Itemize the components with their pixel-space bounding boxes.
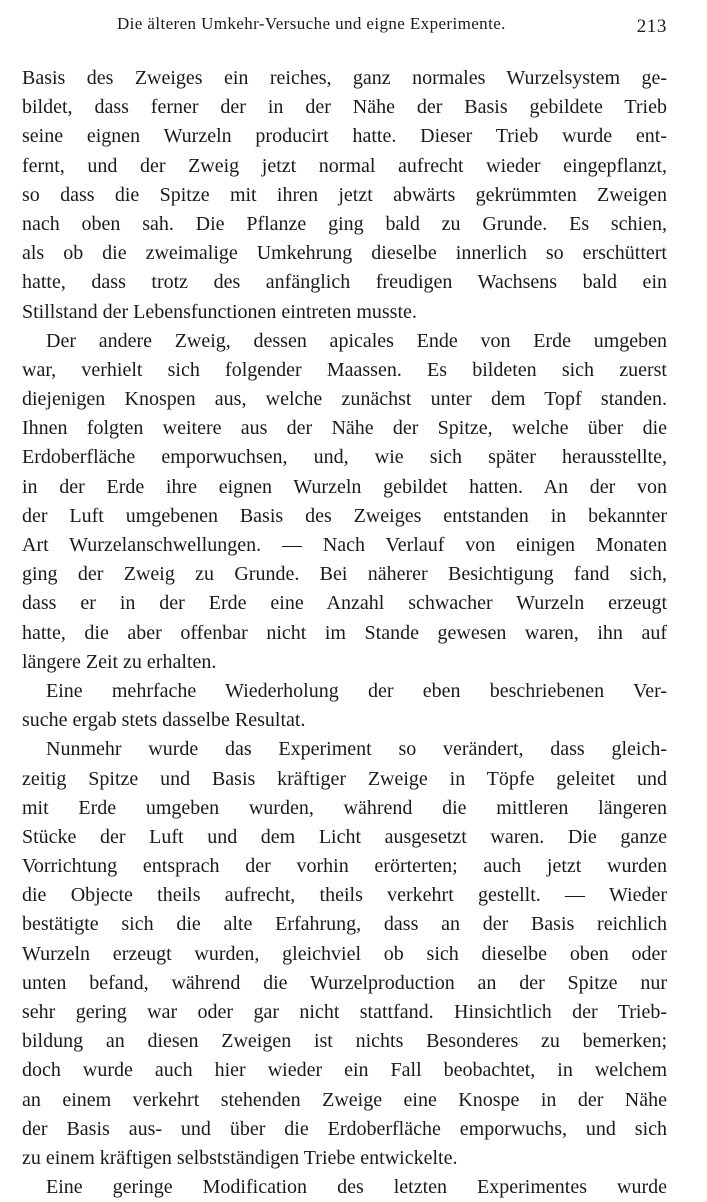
paragraph-first-line: Eine geringe Modification des letzten Experimentes wurde	[46, 1176, 667, 1199]
text-line: mit Erde umgeben wurden, während die mittleren längeren	[22, 796, 667, 819]
text-line: der Basis aus- und über die Erdoberfläche emporwuchs, und sich	[22, 1117, 667, 1140]
page-number: 213	[636, 16, 667, 37]
text-line: bestätigte sich die alte Erfahrung, dass an der Basis reichlich	[22, 913, 667, 936]
text-line: seine eignen Wurzeln producirt hatte. Dieser Trieb wurde ent-	[22, 125, 667, 148]
text-line: der Luft umgebenen Basis des Zweiges entstanden in bekannter	[22, 504, 667, 527]
text-line: so dass die Spitze mit ihren jetzt abwärts gekrümmten Zweigen	[22, 183, 667, 206]
paragraph-first-line: Nunmehr wurde das Experiment so verändert, dass gleich-	[46, 738, 667, 761]
text-line: zu einem kräftigen selbstständigen Triebe entwickelte.	[22, 1146, 458, 1169]
text-line: Wurzeln erzeugt wurden, gleichviel ob sich dieselbe oben oder	[22, 942, 667, 965]
text-line: Stillstand der Lebensfunctionen eintreten musste.	[22, 300, 417, 323]
text-line: doch wurde auch hier wieder ein Fall beobachtet, in welchem	[22, 1059, 667, 1082]
text-line: nach oben sah. Die Pflanze ging bald zu Grunde. Es schien,	[22, 212, 667, 235]
text-line: sehr gering war oder gar nicht stattfand. Hinsichtlich der Trieb-	[22, 1001, 667, 1023]
text-line: Vorrichtung entsprach der vorhin erörterten; auch jetzt wurden	[22, 855, 667, 878]
text-line: ging der Zweig zu Grunde. Bei näherer Besichtigung fand sich,	[22, 563, 667, 586]
running-head	[22, 14, 667, 38]
text-line: bildung an diesen Zweigen ist nichts Besonderes zu bemerken;	[22, 1030, 667, 1053]
paragraph-first-line: Der andere Zweig, dessen apicales Ende von Erde umgeben	[46, 329, 667, 352]
text-line: Erdoberfläche emporwuchsen, und, wie sich später herausstellte,	[22, 446, 667, 469]
text-line: längere Zeit zu erhalten.	[22, 650, 217, 673]
text-line: dass er in der Erde eine Anzahl schwacher Wurzeln erzeugt	[22, 592, 667, 615]
text-line: Art Wurzelanschwellungen. — Nach Verlauf von einigen Monaten	[22, 534, 667, 556]
running-title: Die älteren Umkehr-Versuche und eigne Experimente.	[117, 14, 506, 33]
text-line: war, verhielt sich folgender Maassen. Es bildeten sich zuerst	[22, 358, 667, 381]
text-line: als ob die zweimalige Umkehrung dieselbe innerlich so erschüttert	[22, 242, 667, 265]
text-line: bildet, dass ferner der in der Nähe der Basis gebildete Trieb	[22, 96, 667, 119]
body-text	[22, 64, 667, 1202]
text-line: hatte, die aber offenbar nicht im Stande gewesen waren, ihn auf	[22, 621, 667, 644]
text-line: diejenigen Knospen aus, welche zunächst unter dem Topf standen.	[22, 388, 667, 411]
text-line: Ihnen folgten weitere aus der Nähe der Spitze, welche über die	[22, 417, 667, 440]
text-line: fernt, und der Zweig jetzt normal aufrecht wieder eingepflanzt,	[22, 154, 667, 177]
text-line: Stücke der Luft und dem Licht ausgesetzt waren. Die ganze	[22, 825, 667, 848]
text-line: suche ergab stets dasselbe Resultat.	[22, 709, 306, 732]
text-line: die Objecte theils aufrecht, theils verkehrt gestellt. — Wieder	[22, 884, 667, 907]
text-line: zeitig Spitze und Basis kräftiger Zweige in Töpfe geleitet und	[22, 767, 667, 790]
text-line: in der Erde ihre eignen Wurzeln gebildet hatten. An der von	[22, 475, 667, 498]
text-line: unten befand, während die Wurzelproduction an der Spitze nur	[22, 971, 667, 994]
paragraph-first-line: Eine mehrfache Wiederholung der eben beschriebenen Ver-	[46, 679, 667, 702]
text-line: an einem verkehrt stehenden Zweige eine Knospe in der Nähe	[22, 1088, 667, 1111]
text-line: hatte, dass trotz des anfänglich freudigen Wachsens bald ein	[22, 271, 667, 294]
text-line: Basis des Zweiges ein reiches, ganz normales Wurzelsystem ge-	[22, 67, 667, 89]
